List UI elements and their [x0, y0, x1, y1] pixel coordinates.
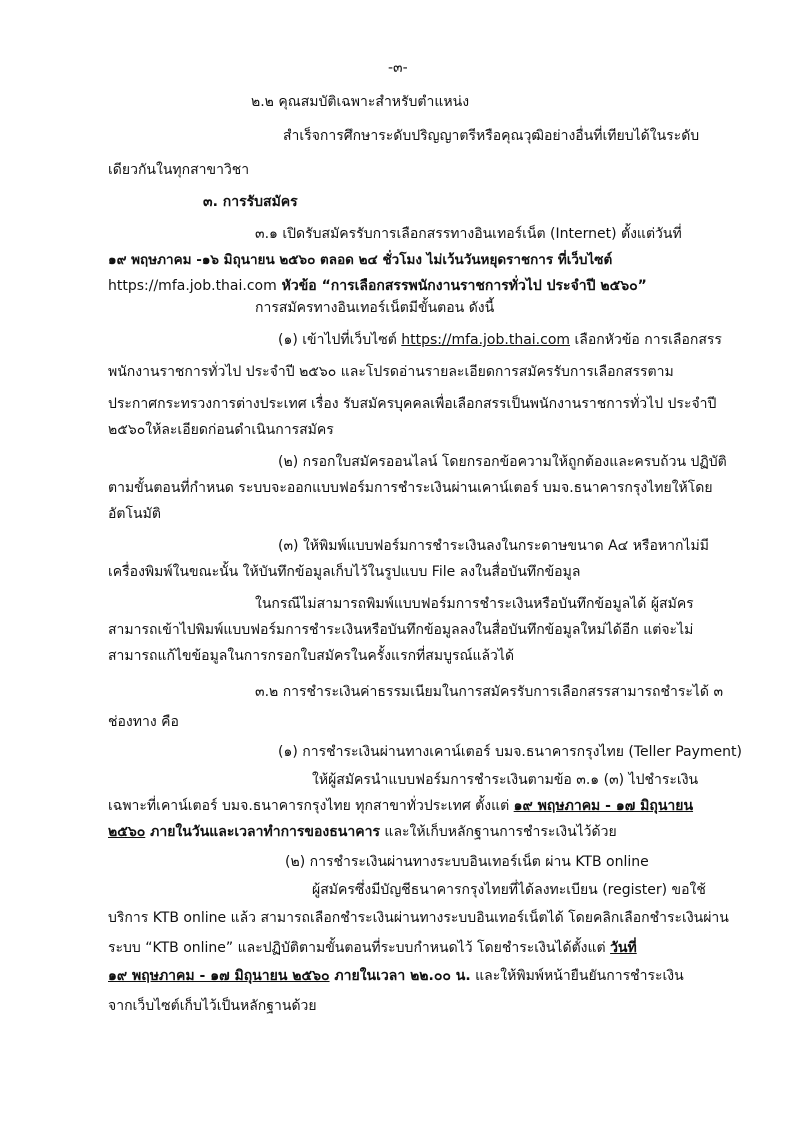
payment-2-print: และให้พิมพ์หน้ายืนยันการชำระเงิน [470, 968, 684, 984]
payment-1-hours: ภายในวันและเวลาทำการของธนาคาร [145, 824, 380, 840]
payment-2-time: ภายในเวลา ๒๒.๐๐ น. [329, 968, 471, 984]
payment-2-line-1: (๒) การชำระเงินผ่านทางระบบอินเทอร์เน็ต ผ่าน KTB online [285, 854, 649, 870]
section-3-1-steps-intro: การสมัครทางอินเทอร์เน็ตมีขั้นตอน ดังนี้ [255, 300, 495, 316]
step-1-line-3: ประกาศกระทรวงการต่างประเทศ เรื่อง รับสมัครบุคคลเพื่อเลือกสรรเป็นพนักงานราชการทั่วไป ประจำปี [108, 396, 717, 412]
payment-2-line-6: จากเว็บไซต์เก็บไว้เป็นหลักฐานด้วย [108, 998, 317, 1014]
step-3-line-1: (๓) ให้พิมพ์แบบฟอร์มการชำระเงินลงในกระดาษขนาด A๔ หรือหากไม่มี [278, 538, 709, 554]
section-3-1-line-2: ๑๙ พฤษภาคม -๑๖ มิถุนายน ๒๕๖๐ ตลอด ๒๔ ชั่วโมง ไม่เว้นวันหยุดราชการ ที่เว็บไซต์ [108, 252, 613, 268]
step-1-link[interactable]: https://mfa.job.thai.com [401, 332, 571, 348]
section-2-2-heading: ๒.๒ คุณสมบัติเฉพาะสำหรับตำแหน่ง [251, 94, 470, 110]
payment-1-line-3 [108, 796, 693, 816]
payment-2-line-4 [108, 938, 637, 958]
payment-2-line-3: บริการ KTB online แล้ว สามารถเลือกชำระเงินผ่านทางระบบอินเทอร์เน็ตได้ โดยคลิกเลือกชำระเงินผ่าน [108, 910, 729, 926]
payment-1-receipt: และให้เก็บหลักฐานการชำระเงินไว้ด้วย [379, 824, 617, 840]
section-3-heading: ๓. การรับสมัคร [203, 194, 298, 210]
step-1-text-a: (๑) เข้าไปที่เว็บไซต์ [278, 332, 402, 348]
section-2-2-line-2: เดียวกันในทุกสาขาวิชา [108, 162, 250, 178]
step-2-line-2: ตามขั้นตอนที่กำหนด ระบบจะออกแบบฟอร์มการชำระเงินผ่านเคาน์เตอร์ บมจ.ธนาคารกรุงไทยให้โดย [108, 480, 713, 496]
payment-2-line-5 [108, 966, 684, 986]
step-3-line-2: เครื่องพิมพ์ในขณะนั้น ให้บันทึกข้อมูลเก็บไว้ในรูปแบบ File ลงในสื่อบันทึกข้อมูล [108, 564, 581, 580]
note-line-1: ในกรณีไม่สามารถพิมพ์แบบฟอร์มการชำระเงินหรือบันทึกข้อมูลได้ ผู้สมัคร [255, 596, 694, 612]
payment-1-year: ๒๕๖๐ [108, 824, 146, 840]
payment-1-line-1: (๑) การชำระเงินผ่านทางเคาน์เตอร์ บมจ.ธนาคารกรุงไทย (Teller Payment) [278, 744, 742, 760]
payment-1-line-2: ให้ผู้สมัครนำแบบฟอร์มการชำระเงินตามข้อ ๓.๑ (๓) ไปชำระเงิน [312, 772, 699, 788]
note-line-2: สามารถเข้าไปพิมพ์แบบฟอร์มการชำระเงินหรือบันทึกข้อมูลลงในสื่อบันทึกข้อมูลใหม่ได้อีก แต่จะไม่ [108, 622, 694, 638]
section-3-2-line-1: ๓.๒ การชำระเงินค่าธรรมเนียมในการสมัครรับการเลือกสรรสามารถชำระได้ ๓ [255, 684, 724, 700]
step-2-line-1: (๒) กรอกใบสมัครออนไลน์ โดยกรอกข้อความให้ถูกต้องและครบถ้วน ปฏิบัติ [278, 454, 727, 470]
application-topic: หัวข้อ “การเลือกสรรพนักงานราชการทั่วไป ประจำปี ๒๕๖๐” [276, 278, 647, 294]
payment-1-text: เฉพาะที่เคาน์เตอร์ บมจ.ธนาคารกรุงไทย ทุกสาขาทั่วประเทศ ตั้งแต่ [108, 798, 514, 814]
note-line-3: สามารถแก้ไขข้อมูลในการกรอกใบสมัครในครั้งแรกที่สมบูรณ์แล้วได้ [108, 648, 515, 664]
step-2-line-3: อัตโนมัติ [108, 506, 161, 522]
section-3-1-line-1: ๓.๑ เปิดรับสมัครรับการเลือกสรรทางอินเทอร์เน็ต (Internet) ตั้งแต่วันที่ [255, 226, 682, 242]
page-number: -๓- [388, 60, 408, 76]
application-url[interactable]: https://mfa.job.thai.com [108, 278, 277, 294]
step-1-line-2: พนักงานราชการทั่วไป ประจำปี ๒๕๖๐ และโปรดอ่านรายละเอียดการสมัครรับการเลือกสรรตาม [108, 364, 674, 380]
section-3-2-line-2: ช่องทาง คือ [108, 714, 179, 730]
payment-2-period: ๑๙ พฤษภาคม - ๑๗ มิถุนายน ๒๕๖๐ [108, 968, 330, 984]
payment-1-line-4 [108, 822, 617, 842]
payment-2-text: ระบบ “KTB online” และปฏิบัติตามขั้นตอนที่ระบบกำหนดไว้ โดยชำระเงินได้ตั้งแต่ [108, 940, 611, 956]
step-1-line-1 [278, 330, 722, 350]
payment-2-line-2: ผู้สมัครซึ่งมีบัญชีธนาคารกรุงไทยที่ได้ลงทะเบียน (register) ขอใช้ [312, 882, 706, 898]
section-3-1-line-3 [108, 276, 647, 296]
step-1-text-b: เลือกหัวข้อ การเลือกสรร [570, 332, 722, 348]
step-1-line-4: ๒๕๖๐ให้ละเอียดก่อนดำเนินการสมัคร [108, 422, 334, 438]
section-2-2-line-1: สำเร็จการศึกษาระดับปริญญาตรีหรือคุณวุฒิอย่างอื่นที่เทียบได้ในระดับ [283, 128, 700, 144]
payment-1-period: ๑๙ พฤษภาคม - ๑๗ มิถุนายน [513, 798, 694, 814]
payment-2-date-label: วันที่ [610, 940, 637, 956]
